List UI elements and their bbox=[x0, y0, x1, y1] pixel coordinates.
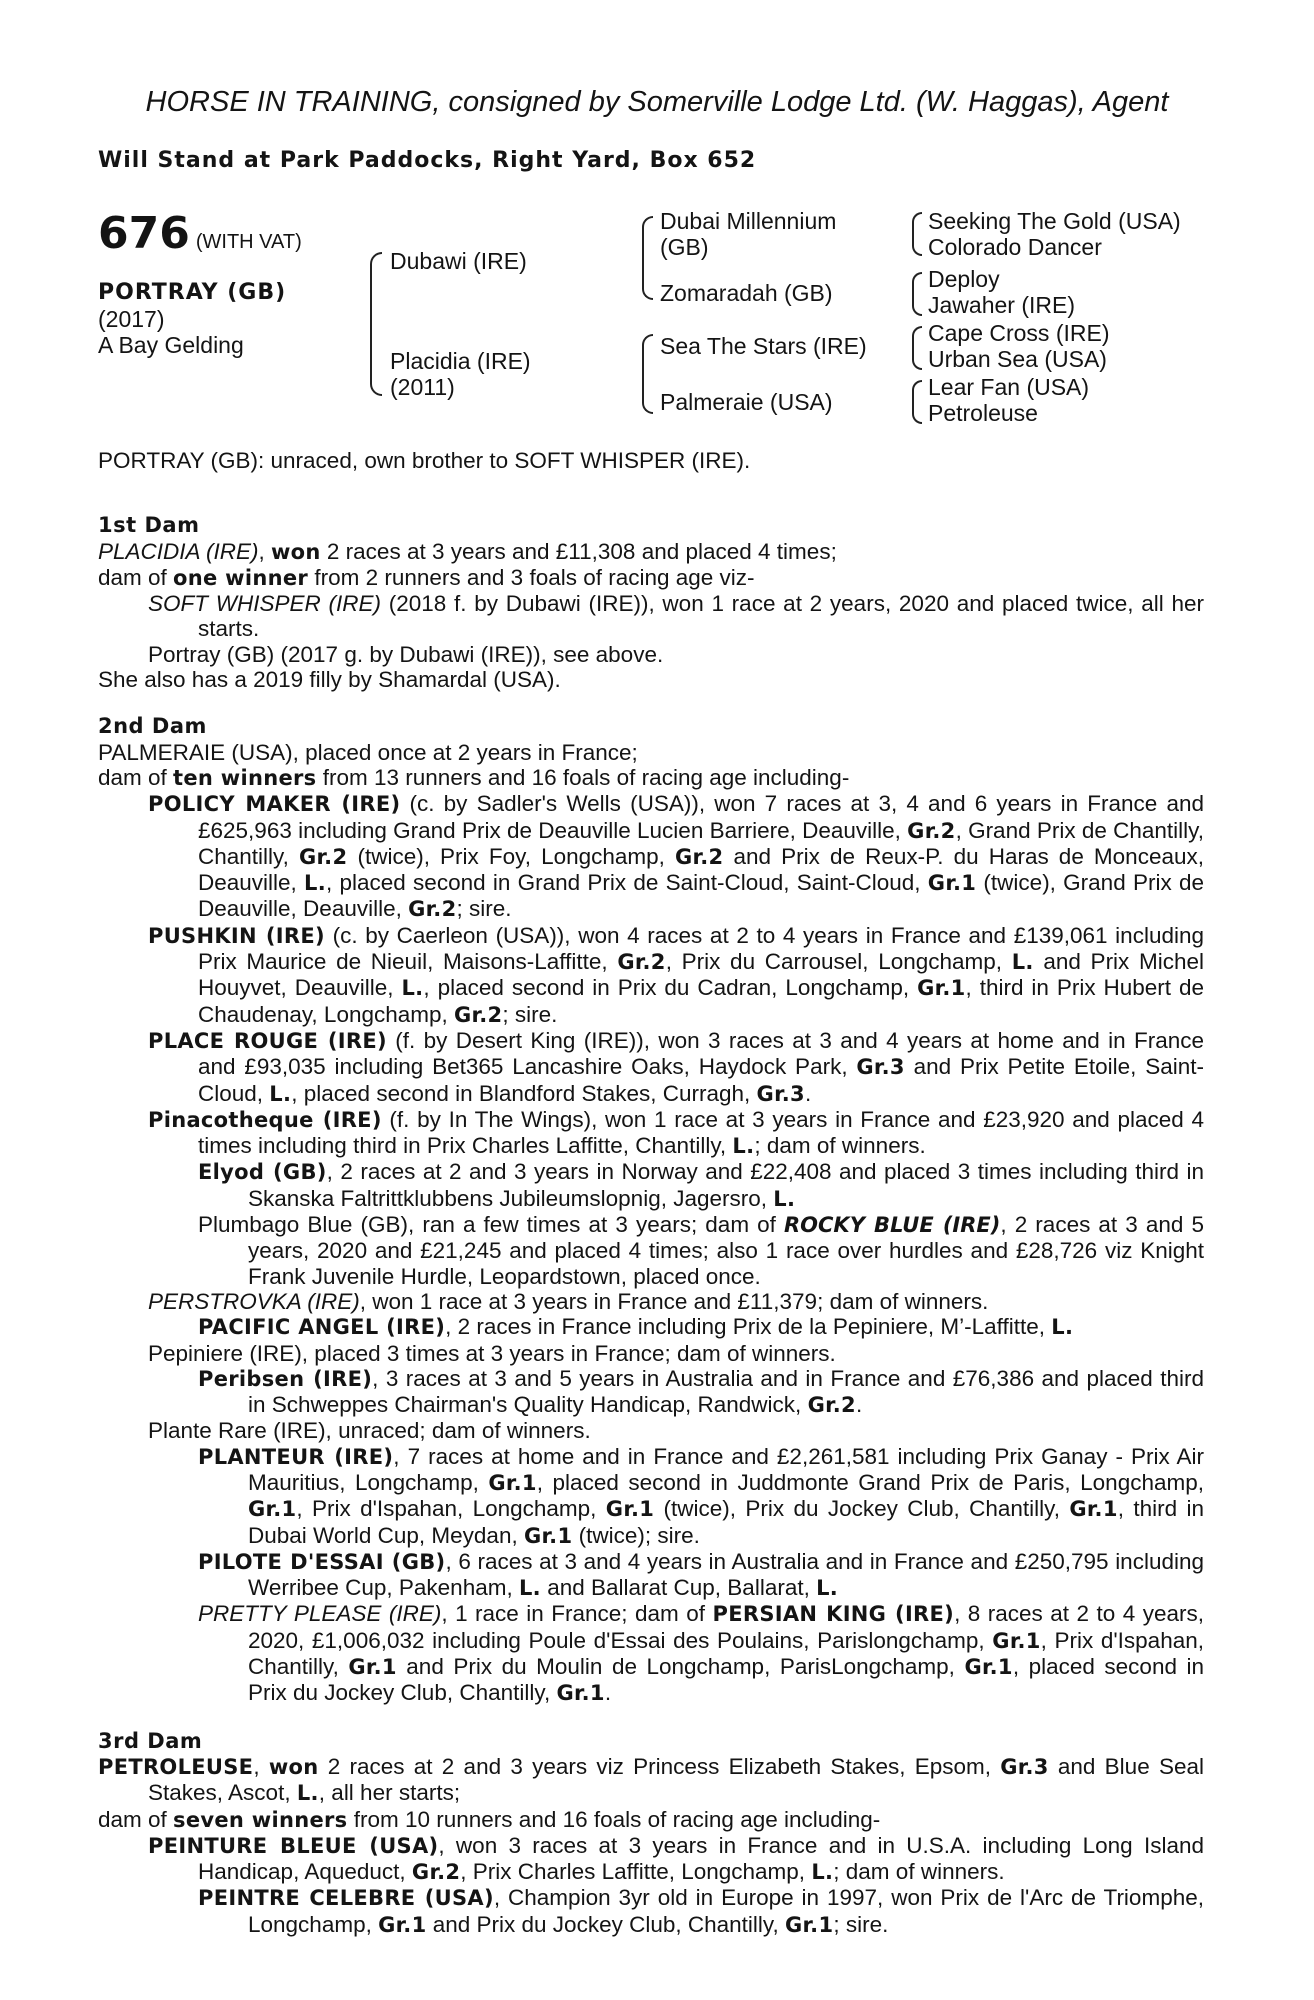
pedigree-dam-sire: Sea The Stars (IRE) bbox=[660, 333, 867, 359]
grade: Gr.1 bbox=[1069, 1497, 1118, 1522]
pedigree-gen3-6: Urban Sea (USA) bbox=[928, 346, 1107, 372]
pedigree-gen3-7: Lear Fan (USA) bbox=[928, 374, 1090, 400]
pedigree-dam-dam: Palmeraie (USA) bbox=[660, 389, 833, 415]
text-span: , third in Dubai World Cup, Meydan, bbox=[248, 1496, 1204, 1548]
page-header: HORSE IN TRAINING, consigned by Somerville Lodge Ltd. (W. Haggas), Agent bbox=[145, 86, 1169, 118]
text-span: , 7 races at home and in France and £2,261,581 including Prix Ganay - Prix Air Mauritius, Longchamp, bbox=[248, 1443, 1204, 1495]
pedigree-sire-sire-country: (GB) bbox=[660, 234, 709, 260]
horse-name-inline: PLANTEUR (IRE) bbox=[198, 1444, 394, 1469]
text-span: (f. by In The Wings), won 1 race at 3 years in France and £23,920 and placed 4 times including third in Prix Charles Laffitte, Chantilly, bbox=[198, 1106, 1205, 1159]
text-span: and Prix du Jockey Club, Chantilly, bbox=[426, 1911, 785, 1937]
second-dam-produce bbox=[98, 765, 1204, 791]
text-span: and Ballarat Cup, Ballarat, bbox=[540, 1575, 817, 1601]
grade: L. bbox=[269, 1081, 292, 1106]
grade: Gr.1 bbox=[992, 1628, 1041, 1653]
grade: Gr.2 bbox=[298, 844, 348, 869]
text-span: PALMERAIE (USA), placed once at 2 years in France; bbox=[98, 739, 638, 765]
first-dam-produce bbox=[98, 565, 1204, 591]
text-span: , placed second in Prix du Jockey Club, Chantilly, bbox=[248, 1654, 1205, 1706]
text-span: , Prix Charles Laffitte, Longchamp, bbox=[460, 1859, 812, 1885]
text-span: , placed second in Grand Prix de Saint-Cloud, Saint-Cloud, bbox=[326, 870, 928, 896]
entry-pushkin bbox=[98, 923, 1204, 1028]
third-dam-heading: 3rd Dam bbox=[98, 1728, 203, 1753]
text-span: Plante Rare (IRE), unraced; dam of winners. bbox=[148, 1418, 591, 1444]
text-span: (2018 f. by Dubawi (IRE)), won 1 race at 2 years, 2020 and placed twice, all her starts. bbox=[198, 591, 1205, 642]
grade: Gr.1 bbox=[556, 1681, 605, 1706]
text-span: . bbox=[804, 1080, 812, 1106]
text-span: (twice); sire. bbox=[572, 1522, 700, 1548]
entry-planteur bbox=[98, 1444, 1204, 1549]
won-text: won bbox=[270, 539, 321, 564]
grade: Gr.2 bbox=[454, 1002, 503, 1027]
text-span: , Grand Prix de Chantilly, Chantilly, bbox=[198, 817, 1204, 869]
horse-name-inline: PILOTE D'ESSAI (GB) bbox=[198, 1549, 446, 1574]
horse-name-inline: PEINTRE CELEBRE (USA) bbox=[198, 1886, 494, 1911]
pedigree-gen3-3: Deploy bbox=[928, 266, 1000, 292]
produce-soft-whisper bbox=[98, 591, 1204, 642]
winners-count: seven winners bbox=[173, 1807, 348, 1832]
third-dam-record bbox=[98, 1754, 1204, 1807]
text-span: , 2 races at 2 and 3 years in Norway and £22,408 and placed 3 times including third in Skanska Faltrittklubbens Jubileumslopnig, Jagersro, bbox=[248, 1159, 1204, 1211]
grade: L. bbox=[296, 1781, 319, 1806]
text-span: , placed second in Juddmonte Grand Prix de Paris, Longchamp, bbox=[536, 1469, 1204, 1495]
horse-name-inline: SOFT WHISPER (IRE) bbox=[148, 591, 381, 617]
grade: L. bbox=[401, 976, 424, 1001]
entry-perstrovka bbox=[98, 1289, 1204, 1314]
grade: Gr.1 bbox=[488, 1470, 537, 1495]
brace-gen3-2 bbox=[912, 272, 922, 316]
horse-name-inline: Pinacotheque (IRE) bbox=[148, 1107, 382, 1132]
text-span: dam of bbox=[98, 564, 174, 590]
entry-plante-rare bbox=[98, 1418, 1204, 1443]
grade: Gr.1 bbox=[605, 1497, 655, 1522]
grade: Gr.1 bbox=[348, 1655, 397, 1680]
horse-name-inline: Peribsen (IRE) bbox=[198, 1366, 373, 1391]
grade: L. bbox=[816, 1576, 839, 1601]
pedigree-gen3-8: Petroleuse bbox=[928, 400, 1038, 426]
horse-name-inline: PERSTROVKA (IRE) bbox=[148, 1288, 360, 1314]
brace-gen2-dam bbox=[642, 334, 653, 414]
grade: L. bbox=[1011, 950, 1034, 975]
text-span: (c. by Sadler's Wells (USA)), won 7 races at 3, 4 and 6 years in France and £625,963 including Grand Prix de Deauville Lucien Barriere, Deauville, bbox=[198, 791, 1204, 843]
text-span: , bbox=[253, 1753, 269, 1779]
grade: Gr.3 bbox=[756, 1081, 805, 1106]
text-span: ; sire. bbox=[502, 1001, 558, 1027]
second-dam-record bbox=[98, 740, 1204, 765]
pedigree-sire-sire: Dubai Millennium bbox=[660, 208, 837, 234]
grade: Gr.3 bbox=[856, 1055, 905, 1080]
lot-block bbox=[98, 208, 302, 259]
text-span: She also has a 2019 filly by Shamardal (USA). bbox=[98, 667, 561, 693]
entry-plumbago-blue bbox=[98, 1212, 1204, 1289]
text-span: , placed second in Prix du Cadran, Longchamp, bbox=[423, 975, 918, 1001]
text-span: Pepiniere (IRE), placed 3 times at 3 years in France; dam of winners. bbox=[148, 1340, 836, 1366]
text-span: , 2 races at 3 and 5 years, 2020 and £21,245 and placed 4 times; also 1 race over hurdles and £28,726 viz Knight Frank Juvenile Hurdle, Leopardstown, placed once. bbox=[248, 1212, 1204, 1289]
grade: L. bbox=[732, 1134, 755, 1159]
text-span: from 2 runners and 3 foals of racing age viz- bbox=[308, 564, 755, 590]
stand-location: Will Stand at Park Paddocks, Right Yard, Box 652 bbox=[98, 148, 757, 173]
first-dam-record bbox=[98, 539, 1204, 565]
text-span: (twice), Grand Prix de Deauville, Deauville, bbox=[198, 870, 1204, 922]
first-dam-heading: 1st Dam bbox=[98, 513, 200, 538]
pedigree-gen3-1: Seeking The Gold (USA) bbox=[928, 208, 1181, 234]
text-span: ; dam of winners. bbox=[754, 1133, 926, 1159]
text-span: , 3 races at 3 and 5 years in Australia and in France and £76,386 and placed third in Schweppes Chairman's Quality Handicap, Randwick, bbox=[248, 1365, 1205, 1418]
text-span: Portray (GB) (2017 g. by Dubawi (IRE)), see above. bbox=[148, 641, 664, 667]
grade: L. bbox=[1051, 1315, 1074, 1340]
horse-name-inline: PACIFIC ANGEL (IRE) bbox=[198, 1315, 446, 1340]
text-span: , Prix du Carrousel, Longchamp, bbox=[665, 949, 1012, 975]
horse-name-inline: POLICY MAKER (IRE) bbox=[148, 792, 401, 817]
horse-name-inline: PERSIAN KING (IRE) bbox=[712, 1602, 955, 1627]
lot-number: 676 bbox=[98, 208, 190, 259]
pedigree-sire: Dubawi (IRE) bbox=[390, 248, 527, 274]
pedigree-gen3-4: Jawaher (IRE) bbox=[928, 292, 1075, 318]
text-span: , won 3 races at 3 years in France and in U.S.A. including Long Island Handicap, Aqueduct, bbox=[198, 1832, 1204, 1885]
text-span: and Blue Seal Stakes, Ascot, bbox=[148, 1753, 1204, 1806]
horse-name-inline: ROCKY BLUE (IRE) bbox=[784, 1213, 1001, 1238]
catalogue-body bbox=[98, 448, 1204, 1938]
brace-gen2-sire bbox=[642, 216, 653, 300]
text-span: from 13 runners and 16 foals of racing age including- bbox=[316, 764, 850, 790]
grade: Gr.2 bbox=[907, 818, 956, 843]
text-span: from 10 runners and 16 foals of racing age including- bbox=[347, 1806, 881, 1832]
entry-peinture-bleue bbox=[98, 1833, 1204, 1886]
grade: Gr.2 bbox=[617, 950, 666, 975]
text-span: (twice), Prix du Jockey Club, Chantilly, bbox=[654, 1496, 1070, 1522]
text-span: and Prix du Moulin de Longchamp, ParisLongchamp, bbox=[396, 1654, 965, 1680]
horse-name-inline: PRETTY PLEASE (IRE) bbox=[198, 1601, 442, 1627]
dam-name: PETROLEUSE bbox=[98, 1754, 254, 1779]
text-span: , placed second in Blandford Stakes, Curragh, bbox=[291, 1080, 757, 1106]
text-span: (f. by Desert King (IRE)), won 3 races at 3 and 4 years at home and in France and £93,035 including Bet365 Lancashire Oaks, Haydock Park, bbox=[198, 1027, 1204, 1080]
brace-gen3-3 bbox=[912, 326, 922, 370]
text-span: and Prix de Reux-P. du Haras de Monceaux, Deauville, bbox=[198, 843, 1204, 896]
winners-count: ten winners bbox=[173, 765, 317, 790]
pedigree-dam-year: (2011) bbox=[390, 374, 455, 400]
grade: Gr.1 bbox=[248, 1497, 297, 1522]
horse-name-inline: Elyod (GB) bbox=[198, 1160, 327, 1185]
grade: Gr.2 bbox=[411, 1860, 461, 1885]
entry-peribsen bbox=[98, 1366, 1204, 1419]
lot-vat: (WITH VAT) bbox=[195, 231, 302, 253]
text-span: , third in Prix Hubert de Chaudenay, Longchamp, bbox=[198, 975, 1204, 1027]
text-span: , won 1 race at 3 years in France and £11,379; dam of winners. bbox=[359, 1288, 989, 1314]
second-dam-heading: 2nd Dam bbox=[98, 714, 207, 739]
text-span: dam of bbox=[98, 1806, 174, 1832]
text-span: ; sire. bbox=[456, 896, 512, 922]
text-span: . bbox=[604, 1680, 612, 1706]
produce-note bbox=[98, 667, 1204, 692]
text-span: (c. by Caerleon (USA)), won 4 races at 2 to 4 years in France and £139,061 including Prix Maurice de Nieuil, Maisons-Laffitte, bbox=[198, 922, 1204, 975]
text-span: , 8 races at 2 to 4 years, 2020, £1,006,032 including Poule d'Essai des Poulains, Parislongchamp, bbox=[248, 1601, 1204, 1653]
text-span: . bbox=[855, 1392, 863, 1418]
brace-gen3-1 bbox=[912, 212, 922, 256]
grade: Gr.2 bbox=[408, 897, 457, 922]
text-span: ; dam of winners. bbox=[833, 1859, 1005, 1885]
text-span: , all her starts; bbox=[318, 1780, 461, 1806]
grade: Gr.3 bbox=[1000, 1754, 1049, 1779]
text-span: , 2 races in France including Prix de la Pepiniere, M’-Laffitte, bbox=[445, 1314, 1052, 1340]
entry-elyod bbox=[98, 1159, 1204, 1212]
grade: Gr.1 bbox=[917, 976, 966, 1001]
text-span: , Champion 3yr old in Europe in 1997, won Prix de l'Arc de Triomphe, Longchamp, bbox=[248, 1885, 1204, 1937]
entry-pilote-dessai bbox=[98, 1549, 1204, 1602]
text-span: 2 races at 3 years and £11,308 and placed 4 times; bbox=[320, 538, 837, 564]
grade: Gr.1 bbox=[927, 871, 977, 896]
horse-year: (2017) bbox=[98, 306, 165, 332]
grade: L. bbox=[811, 1860, 834, 1885]
text-span: dam of bbox=[98, 764, 174, 790]
horse-description: A Bay Gelding bbox=[98, 332, 244, 358]
brace-gen1 bbox=[370, 252, 382, 396]
entry-pepiniere bbox=[98, 1341, 1204, 1366]
text-span: and Prix Petite Etoile, Saint-Cloud, bbox=[198, 1054, 1204, 1106]
entry-place-rouge bbox=[98, 1028, 1204, 1107]
dam-name: PLACIDIA (IRE) bbox=[98, 538, 259, 564]
text-span: and Prix Michel Houyvet, Deauville, bbox=[198, 949, 1204, 1001]
horse-name-inline: PUSHKIN (IRE) bbox=[148, 923, 325, 948]
text-span: , 6 races at 3 and 4 years in Australia and in France and £250,795 including Werribee Cup, Pakenham, bbox=[248, 1548, 1205, 1601]
text-span: 2 races at 2 and 3 years viz Princess Elizabeth Stakes, Epsom, bbox=[318, 1753, 1001, 1779]
entry-policy-maker bbox=[98, 791, 1204, 922]
grade: Gr.1 bbox=[378, 1912, 427, 1937]
grade: Gr.2 bbox=[807, 1393, 856, 1418]
pedigree-dam: Placidia (IRE) bbox=[390, 348, 531, 374]
produce-portray bbox=[98, 642, 1204, 667]
text-span: ; sire. bbox=[833, 1911, 889, 1937]
pedigree-gen3-5: Cape Cross (IRE) bbox=[928, 320, 1110, 346]
text-span: (twice), Prix Foy, Longchamp, bbox=[347, 843, 676, 869]
grade: L. bbox=[304, 871, 327, 896]
brace-gen3-4 bbox=[912, 380, 922, 424]
winners-count: one winner bbox=[173, 565, 309, 590]
grade: Gr.1 bbox=[964, 1655, 1013, 1680]
third-dam-produce bbox=[98, 1807, 1204, 1833]
horse-name: PORTRAY (GB) bbox=[98, 280, 287, 305]
horse-name-inline: PEINTURE BLEUE (USA) bbox=[148, 1833, 439, 1858]
pedigree-sire-dam: Zomaradah (GB) bbox=[660, 280, 833, 306]
entry-peintre-celebre bbox=[98, 1885, 1204, 1938]
intro-line: PORTRAY (GB): unraced, own brother to SOFT WHISPER (IRE). bbox=[98, 448, 751, 473]
text-span: , 1 race in France; dam of bbox=[441, 1601, 713, 1627]
won-text: won bbox=[268, 1754, 319, 1779]
entry-pretty-please bbox=[98, 1601, 1204, 1706]
grade: Gr.1 bbox=[784, 1912, 834, 1937]
text-span: , bbox=[258, 538, 271, 564]
pedigree-gen3-2: Colorado Dancer bbox=[928, 234, 1102, 260]
grade: L. bbox=[518, 1576, 541, 1601]
text-span: , Prix d'Ispahan, Longchamp, bbox=[296, 1496, 606, 1522]
text-span: Plumbago Blue (GB), ran a few times at 3 years; dam of bbox=[198, 1212, 784, 1238]
grade: L. bbox=[773, 1186, 796, 1211]
text-span: , Prix d'Ispahan, Chantilly, bbox=[248, 1627, 1204, 1680]
grade: Gr.2 bbox=[675, 844, 724, 869]
entry-pacific-angel bbox=[98, 1314, 1204, 1340]
horse-name-inline: PLACE ROUGE (IRE) bbox=[148, 1028, 387, 1053]
grade: Gr.1 bbox=[523, 1523, 573, 1548]
entry-pinacotheque bbox=[98, 1107, 1204, 1160]
